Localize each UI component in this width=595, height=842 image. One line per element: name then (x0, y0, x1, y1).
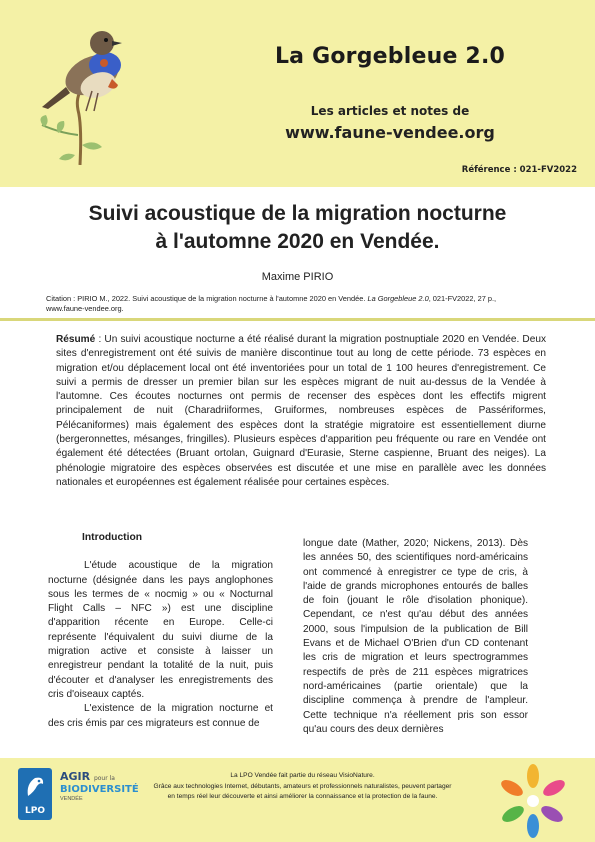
article-title-line-1: Suivi acoustique de la migration nocturne (88, 202, 507, 225)
article-title (20, 200, 575, 256)
journal-header (0, 0, 595, 187)
citation-url[interactable]: www.faune-vendee.org. (46, 304, 124, 313)
article-author: Maxime PIRIO (261, 271, 334, 283)
citation-journal: La Gorgebleue 2.0 (367, 294, 429, 303)
intro-paragraph-1: L'étude acoustique de la migration nocturne (désignée dans les pays anglophones sous les termes de « nocmig » ou « Nocturnal Flight Calls – NFC ») est une discipline d'apparition récente en Europe. Celle-ci représente l'équivalent du suivi diurne de la migration active et consiste à laisser un enregistreur pendant la totalité de la nuit, puis d'écouter et d'analyser les enregistrements des cris d'oiseaux captés. (48, 560, 273, 700)
intro-paragraph-2: L'existence de la migration nocturne et des cris émis par ces migrateurs est connue de (48, 703, 273, 729)
lpo-logo-text: LPO (25, 806, 45, 816)
biodiversite-label: BIODIVERSITÉ (60, 784, 139, 795)
right-column (303, 537, 528, 737)
visionature-logo-icon[interactable] (494, 762, 572, 840)
abstract-text: : Un suivi acoustique nocturne a été réalisé durant la migration postnuptiale 2020 en Vendée. Deux sites d'enregistrement ont été suivis de manière discontinue tout au long de cette période. 73 espèces en migration et/ou déplacement local ont été inventoriées pour un total de 1 100 heures d'enregistrement. Ce suivi a permis de dresser un premier bilan sur les espèces migrant de nuit au-dessus de la Vendée à l'automne. Ces écoutes nocturnes ont permis de recenser des espèces dont les effectifs migrent principalement de nuit (Charadriiformes, Gruiformes, nombreuses espèces de Passériformes, Pélécaniformes) mais également des espèces dont la stratégie migratoire est essentiellement diurne (bergeronnettes, mésanges, fringilles). Plusieurs espèces d'apparition peu fréquente ou rare en Vendée ont également été détectées (Bruant ortolan, Guignard d'Eurasie, Sterne caspienne, Bruant des neiges). La phénologie migratoire des espèces observées est discutée et une mise en parallèle avec les données nationales et européennes est également réalisée pour certaines espèces. (56, 334, 546, 488)
reference-label: Référence : 021-FV2022 (461, 165, 577, 175)
section-divider (0, 318, 595, 321)
journal-subtitle: Les articles et notes de (310, 104, 470, 118)
footer-text (130, 771, 475, 803)
citation-text: Citation : PIRIO M., 2022. Suivi acoustique de la migration nocturne à l'automne 2020 en Vendée. (46, 294, 368, 303)
bluethroat-illustration (20, 15, 135, 165)
footer (0, 758, 595, 842)
lpo-logo[interactable] (18, 768, 52, 820)
citation-pages: , 021-FV2022, 27 p., (428, 294, 497, 303)
lpo-bird-icon (24, 774, 46, 800)
abstract-label: Résumé (56, 334, 96, 345)
introduction-heading: Introduction (82, 532, 143, 543)
article-title-line-2: à l'automne 2020 en Vendée. (155, 230, 440, 253)
left-column (48, 531, 273, 731)
vendee-label: VENDÉE (60, 796, 83, 802)
journal-url[interactable]: www.faune-vendee.org (285, 123, 495, 142)
agir-label: AGIR pour la (60, 770, 115, 783)
footer-line-3: en temps réel leur découverte et ainsi améliorer la connaissance et la protection de la faune. (167, 793, 438, 800)
right-column-text: longue date (Mather, 2020; Nickens, 2013). Dès les années 50, des scientifiques nord-américains ont commencé à enregistrer ce type de cris, à l'aide de grands microphones entourés de balles de foin (jouant le rôle d'isolation phonique). Cependant, ce n'est qu'au début des années 2000, sous l'impulsion de la publication de Bill Evans et de Michael O'Brien d'un CD contenant les cris de migration et leurs spectrogrammes respectifs de près de 211 espèces migratrices nord-américaines (partie orientale) que la discipline commença à prendre de l'ampleur. Cette technique n'a réellement pris son essor qu'au cours des deux dernières (303, 538, 528, 735)
abstract (56, 333, 546, 490)
journal-title: La Gorgebleue 2.0 (274, 44, 506, 69)
citation (46, 294, 566, 314)
agir-biodiversite-logo[interactable] (60, 770, 139, 816)
footer-line-2: Grâce aux technologies Internet, débutants, amateurs et professionnels naturalistes, peuvent partager (153, 782, 452, 790)
footer-line-1: La LPO Vendée fait partie du réseau VisioNature. (230, 772, 375, 779)
